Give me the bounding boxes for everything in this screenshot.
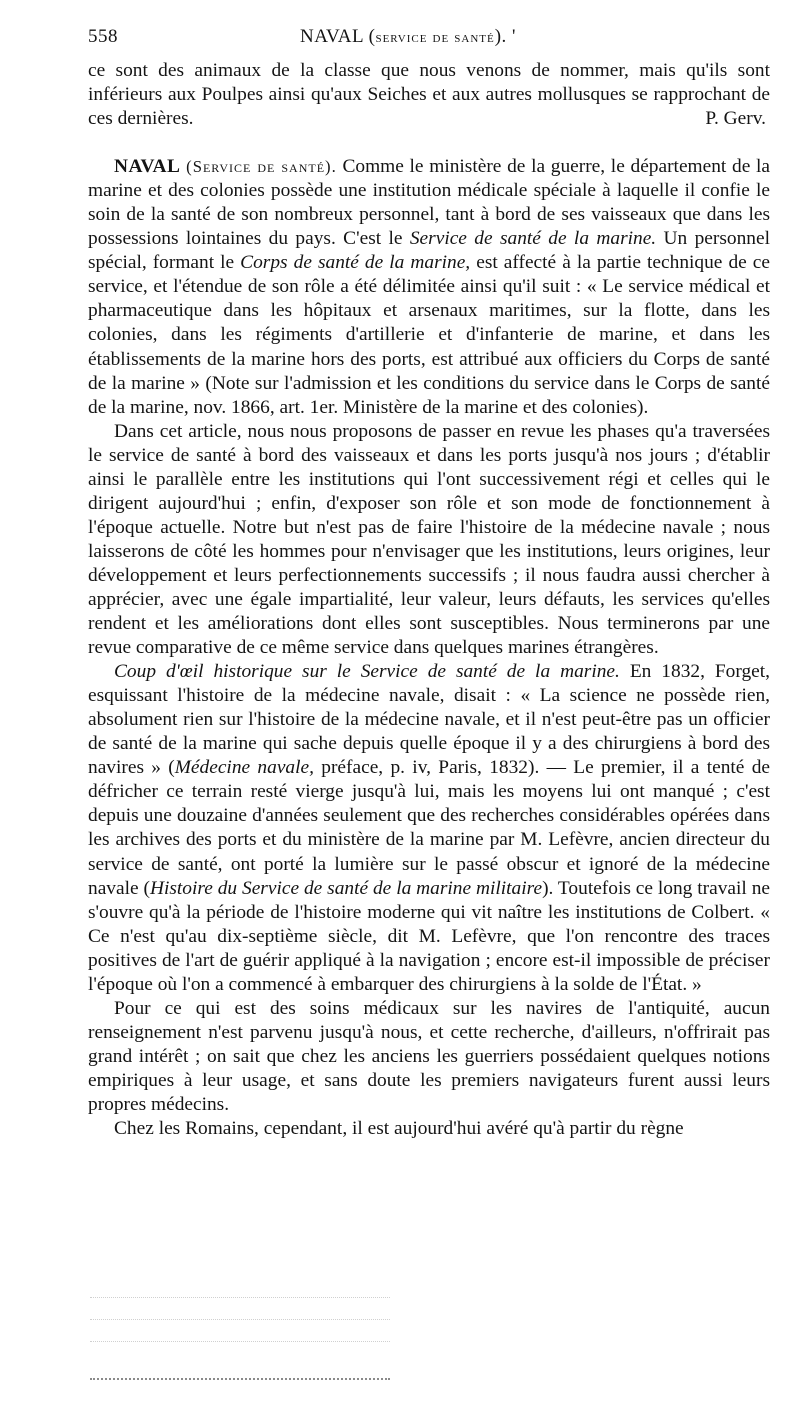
- footer-dotted-rule: [90, 1370, 390, 1380]
- running-title-small: service de santé: [375, 27, 495, 46]
- paragraph-text: ce sont des animaux de la classe que nous venons de nommer, mais qu'ils sont inférieurs aux Poulpes ainsi qu'aux Seiches et aux autres mollusques se rapprochant de ces dernières.: [88, 60, 770, 130]
- section-heading: Coup d'œil historique sur le Service de santé de la marine.: [114, 661, 620, 683]
- paragraph-text: Comme le ministère de la guerre, le département de la marine et des colonies possède une institution médicale spéciale à laquelle il confie le soin de la santé de son nombreux personnel, tant à bord de ses vaisseaux que dans les possessions lointaines du pays. C'est le: [88, 156, 770, 250]
- running-head: [88, 26, 770, 56]
- running-title: [300, 26, 516, 48]
- paragraph-continuation: [88, 59, 770, 131]
- bleed-through-line: [90, 1296, 390, 1298]
- paragraph-article-intro: [88, 155, 770, 420]
- paragraph-history: [88, 660, 770, 997]
- italic-term: Corps de santé de la marine,: [240, 252, 471, 274]
- running-title-prefix: NAVAL (: [300, 26, 376, 47]
- italic-title: Histoire du Service de santé de la marine militaire: [149, 877, 543, 899]
- paragraph-text: Pour ce qui est des soins médicaux sur les navires de l'antiquité, aucun renseignement n'est parvenu jusqu'à nous, et cette recherche, d'ailleurs, n'offrirait pas grand intérêt ; on sait que chez les anciens les guerriers possédaient quelques notions empiriques à leur usage, et sans doute les premiers navigateurs furent aussi leurs propres médecins.: [88, 997, 770, 1115]
- italic-term: Service de santé de la marine.: [409, 228, 657, 250]
- paragraph-text: Un personnel spécial, formant le: [88, 228, 770, 274]
- author-signature: P. Gerv.: [705, 108, 766, 130]
- paragraph-antiquity: [88, 997, 770, 1117]
- bleed-through-line: [90, 1318, 390, 1320]
- body-text: [88, 59, 770, 1141]
- paragraph-text: ). Toutefois ce long travail ne s'ouvre qu'à la période de l'histoire moderne qui vit naître les institutions de Colbert. « Ce n'est qu'au dix-septième siècle, dit M. Lefèvre, que l'on rencontre des traces positives de l'art de guérir appliqué à la navigation ; encore est-il impossible de préciser l'époque où l'on a commencé à embarquer des chirurgiens à la solde de l'État. »: [88, 877, 771, 995]
- paragraph-text: est affecté à la partie technique de ce service, et l'étendue de son rôle a été délimitée ainsi qu'il suit : « Le service médical et pharmaceutique dans les hôpitaux et arsenaux maritimes, sur la flotte, dans les colonies, dans les régiments d'artillerie et d'infanterie de marine, et dans les établissements de la marine hors des ports, est attribué aux officiers du Corps de santé de la marine » (Note sur l'admission et les conditions du service dans le Corps de santé de la marine, nov. 1866, art. 1er. Ministère de la marine et des colonies).: [88, 252, 770, 418]
- paragraph-text: En 1832, Forget, esquissant l'histoire de la médecine navale, disait : « La science ne possède rien, absolument rien sur l'histoire de la médecine navale, et il n'est peut-être pas un officier de santé de la marine qui sache depuis quelle époque il y a des chirurgiens à bord des navires » (: [88, 661, 770, 779]
- running-title-suffix: ). ': [494, 26, 516, 47]
- paragraph-romans: [88, 1117, 770, 1141]
- paragraph-text: préface, p. iv, Paris, 1832). — Le premier, il a tenté de défricher ce terrain resté vierge jusqu'à lui, mais les moyens lui ont manqué ; c'est depuis une douzaine d'années seulement que des recherches considérables opérées dans les archives des ports et du ministère de la marine par M. Lefèvre, ancien directeur du service de santé, ont porté la lumière sur le passé obscur et ignoré de la médecine navale (: [88, 757, 770, 899]
- page-number: 558: [88, 26, 118, 47]
- paragraph-text: Chez les Romains, cependant, il est aujourd'hui avéré qu'à partir du règne: [114, 1118, 684, 1140]
- article-headword: NAVAL: [114, 156, 181, 178]
- italic-title: Médecine navale,: [174, 757, 314, 779]
- paragraph-plan: [88, 420, 770, 660]
- paragraph-text: Dans cet article, nous nous proposons de passer en revue les phases qu'a traversées le service de santé à bord des vaisseaux et dans les ports jusqu'à nos jours ; d'établir ainsi le parallèle entre les institutions qui l'ont successivement régi et celles qui le dirigent aujourd'hui ; enfin, d'exposer son rôle et son mode de fonctionnement à l'époque actuelle. Notre but n'est pas de faire l'histoire de la médecine navale ; nous laisserons de côté les hommes pour n'envisager que les institutions, leurs origines, leur développement et leurs perfectionnements successifs ; il nous faudra aussi chercher à apprécier, avec une égale impartialité, leur valeur, leurs défauts, les services qu'elles rendent et les améliorations dont elles sont susceptibles. Nous terminerons par une revue comparative de ce même service dans quelques marines étrangères.: [88, 420, 770, 659]
- bleed-through-line: [90, 1340, 390, 1342]
- article-subtitle: (Service de santé).: [186, 157, 337, 177]
